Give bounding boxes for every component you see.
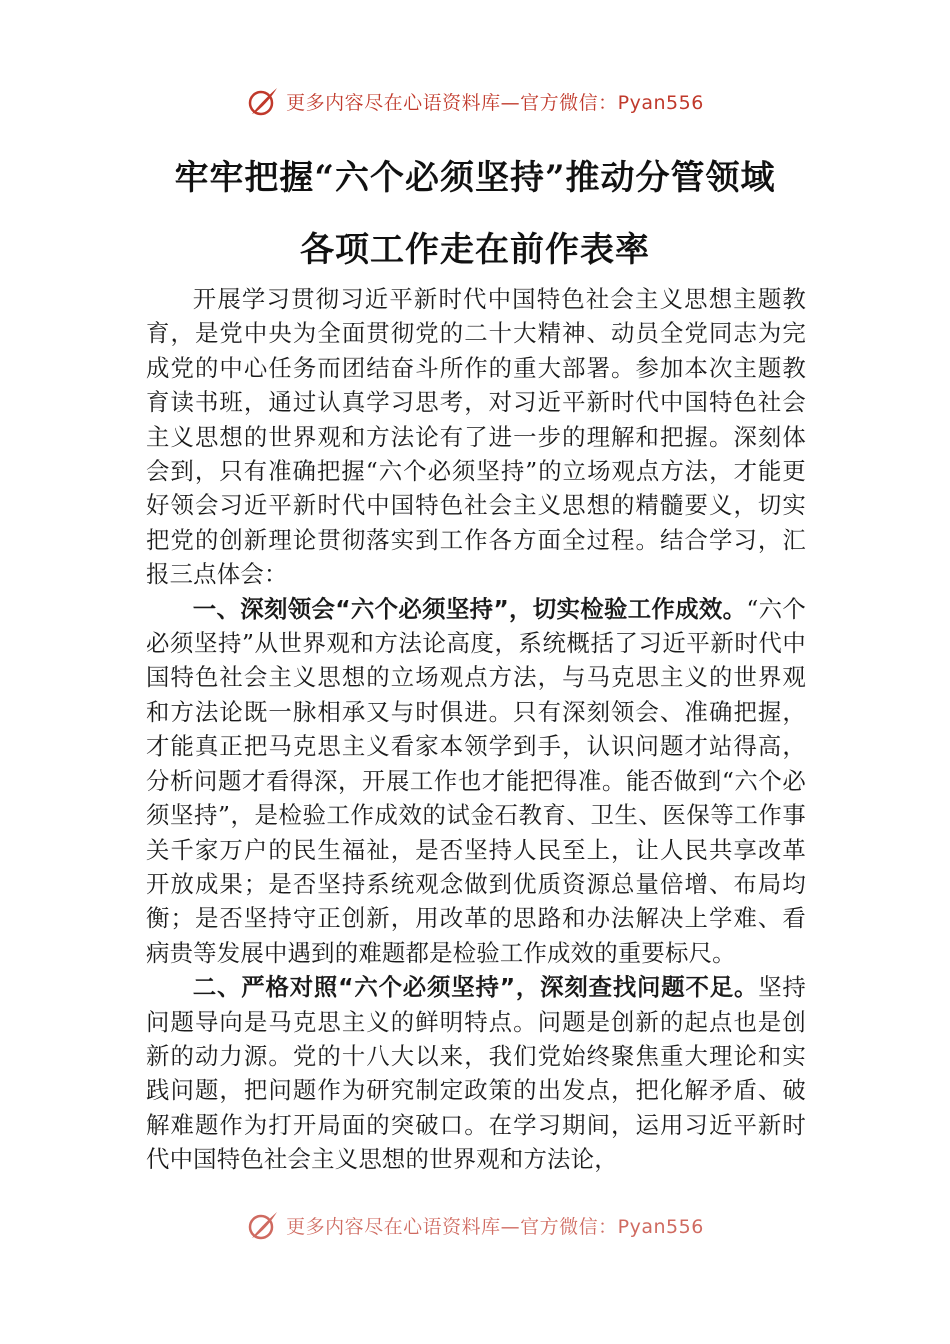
watermark-text: 更多内容尽在心语资料库—官方微信：Pyan556	[286, 91, 704, 114]
quill-logo-icon	[246, 1208, 280, 1242]
quill-logo-icon	[246, 84, 280, 118]
section1-heading: 一、深刻领会“六个必须坚持”，切实检验工作成效。	[192, 594, 747, 623]
document-body	[146, 282, 806, 1177]
watermark-header	[0, 84, 950, 118]
intro-paragraph: 开展学习贯彻习近平新时代中国特色社会主义思想主题教育，是党中央为全面贯彻党的二十大精神、动员全党同志为完成党的中心任务而团结奋斗所作的重大部署。参加本次主题教育读书班，通过认真学习思考，对习近平新时代中国特色社会主义思想的世界观和方法论有了进一步的理解和把握。深刻体会到，只有准确把握“六个必须坚持”的立场观点方法，才能更好领会习近平新时代中国特色社会主义思想的精髓要义，切实把党的创新理论贯彻落实到工作各方面全过程。结合学习，汇报三点体会：	[146, 285, 806, 589]
section2-paragraph	[146, 970, 806, 1176]
section2-heading: 二、严格对照“六个必须坚持”，深刻查找问题不足。	[192, 973, 759, 1002]
section1-body: “六个必须坚持”从世界观和方法论高度，系统概括了习近平新时代中国特色社会主义思想的立场观点方法，与马克思主义的世界观和方法论既一脉相承又与时俱进。只有深刻领会、准确把握，才能真正把马克思主义看家本领学到手，认识问题才站得高，分析问题才看得深，开展工作也才能把得准。能否做到“六个必须坚持”，是检验工作成效的试金石教育、卫生、医保等工作事关千家万户的民生福祉，是否坚持人民至上，让人民共享改革开放成果；是否坚持系统观念做到优质资源总量倍增、布局均衡；是否坚持守正创新，用改革的思路和办法解决上学难、看病贵等发展中遇到的难题都是检验工作成效的重要标尺。	[146, 594, 807, 967]
section2-body: 坚持问题导向是马克思主义的鲜明特点。问题是创新的起点也是创新的动力源。党的十八大以来，我们党始终聚焦重大理论和实践问题，把问题作为研究制定政策的出发点，把化解矛盾、破解难题作为打开局面的突破口。在学习期间，运用习近平新时代中国特色社会主义思想的世界观和方法论，	[146, 973, 807, 1174]
watermark-footer	[0, 1208, 950, 1242]
document-title-line1: 牢牢把握“六个必须坚持”推动分管领域	[174, 158, 776, 198]
section1-paragraph	[146, 592, 806, 970]
document-title-line2: 各项工作走在前作表率	[300, 230, 650, 270]
watermark-text: 更多内容尽在心语资料库—官方微信：Pyan556	[286, 1215, 704, 1238]
